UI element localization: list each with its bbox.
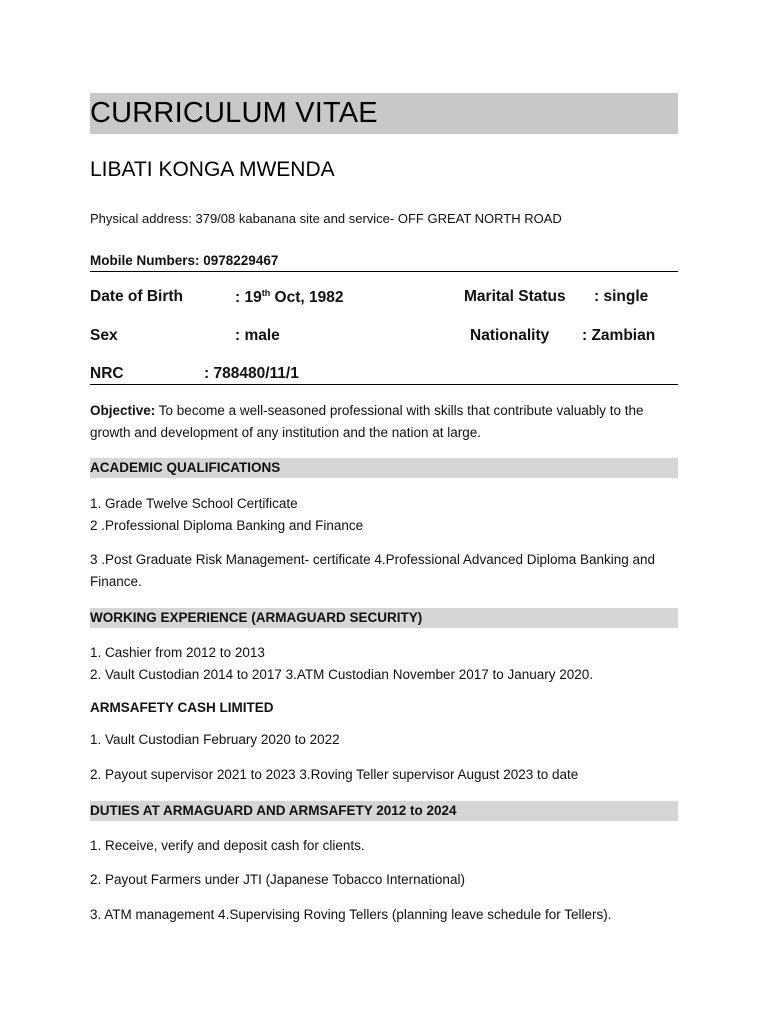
list-item: 1. Grade Twelve School Certificate <box>90 496 298 511</box>
dob-label: Date of Birth <box>90 288 183 305</box>
academic-list <box>90 493 678 593</box>
mobile-numbers: Mobile Numbers: 0978229467 <box>90 253 678 272</box>
duties-list <box>90 835 678 926</box>
list-item: 1. Cashier from 2012 to 2013 <box>90 645 265 660</box>
dob-prefix: : 19 <box>235 289 262 306</box>
objective <box>90 400 678 444</box>
cv-title-text: CURRICULUM VITAE <box>90 97 378 129</box>
dob-value <box>235 288 343 307</box>
objective-text: To become a well-seasoned professional with skills that contribute valuably to the growth and development of any institution and the nation at large. <box>90 403 644 440</box>
physical-address: Physical address: 379/08 kabanana site and service- OFF GREAT NORTH ROAD <box>90 211 562 226</box>
marital-label: Marital Status <box>464 288 566 305</box>
duties-heading: DUTIES AT ARMAGUARD AND ARMSAFETY 2012 to 2024 <box>90 801 678 821</box>
dob-suffix: Oct, 1982 <box>270 289 344 306</box>
objective-label: Objective: <box>90 403 156 418</box>
list-item: 3. ATM management 4.Supervising Roving Tellers (planning leave schedule for Tellers). <box>90 907 612 922</box>
nrc-label: NRC <box>90 365 124 382</box>
list-item: 1. Vault Custodian February 2020 to 2022 <box>90 732 340 747</box>
armsafety-list <box>90 729 678 786</box>
list-item: 2. Vault Custodian 2014 to 2017 3.ATM Custodian November 2017 to January 2020. <box>90 667 594 682</box>
nationality-value: : Zambian <box>582 327 656 344</box>
armsafety-heading: ARMSAFETY CASH LIMITED <box>90 700 274 715</box>
cv-title <box>90 93 678 134</box>
list-item: 2 .Professional Diploma Banking and Finance <box>90 518 364 533</box>
nationality-label: Nationality <box>470 327 550 344</box>
list-item: 2. Payout supervisor 2021 to 2023 3.Roving Teller supervisor August 2023 to date <box>90 767 579 782</box>
list-item: 2. Payout Farmers under JTI (Japanese Tobacco International) <box>90 872 465 887</box>
list-item: 1. Receive, verify and deposit cash for clients. <box>90 838 365 853</box>
personal-details <box>90 272 678 385</box>
academic-heading: ACADEMIC QUALIFICATIONS <box>90 458 678 478</box>
nrc-value: : 788480/11/1 <box>204 365 299 382</box>
sex-label: Sex <box>90 327 118 344</box>
experience-heading: WORKING EXPERIENCE (ARMAGUARD SECURITY) <box>90 608 678 628</box>
candidate-name: LIBATI KONGA MWENDA <box>90 158 335 181</box>
dob-sup: th <box>261 288 271 298</box>
experience-list <box>90 642 678 686</box>
marital-value: : single <box>594 288 649 305</box>
list-item: 3 .Post Graduate Risk Management- certificate 4.Professional Advanced Diploma Banking and Finance. <box>90 552 656 589</box>
cv-document <box>90 93 678 926</box>
sex-value: : male <box>235 327 280 344</box>
